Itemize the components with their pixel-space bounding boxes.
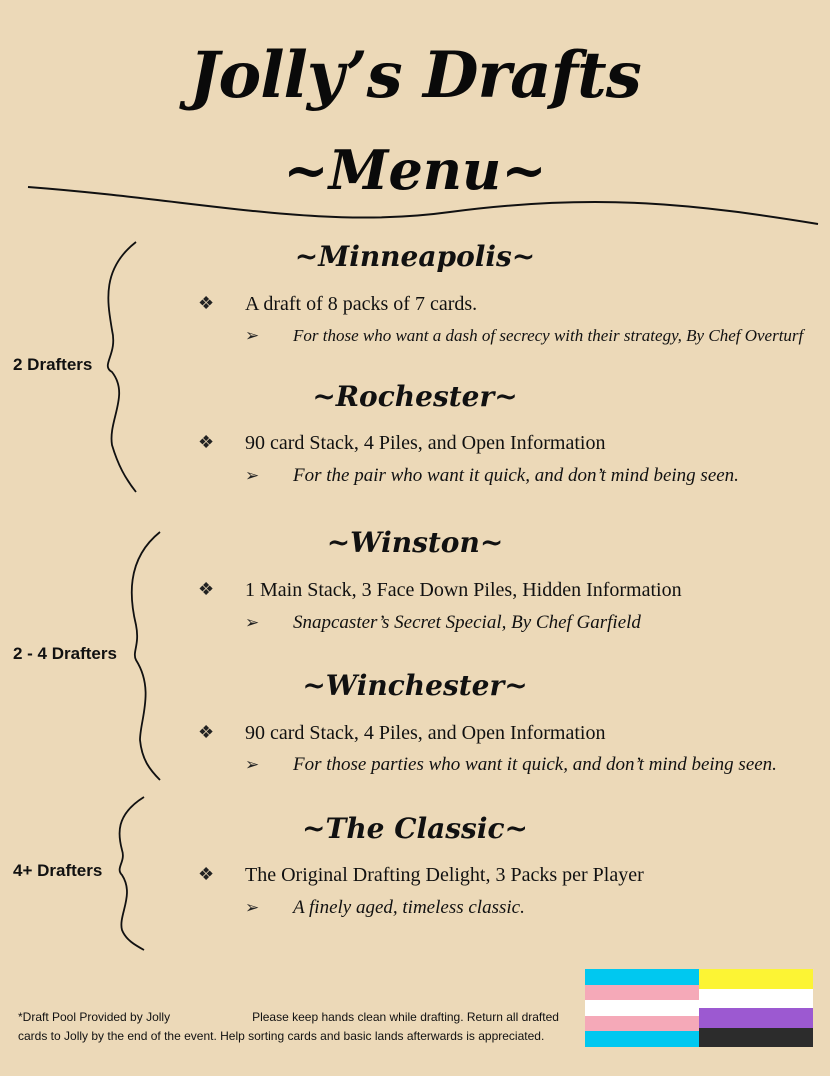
arrow-bullet-icon: ➢	[245, 613, 260, 633]
nonbinary-flag-icon	[699, 969, 813, 1047]
footer-notice	[18, 1008, 578, 1046]
section-title-minneapolis: ~Minneapolis~	[294, 240, 536, 273]
flag-stripe	[585, 969, 699, 985]
footer-notice-line2: cards to Jolly by the end of the event. Help sorting cards and basic lands afterwards is appreciated.	[18, 1029, 545, 1043]
brace-2-4-drafters	[132, 532, 160, 780]
flag-stripe	[585, 1000, 699, 1016]
section-note: Snapcaster’s Secret Special, By Chef Garfield	[293, 612, 641, 633]
flag-stripe	[585, 985, 699, 1001]
footer-credit: *Draft Pool Provided by Jolly	[18, 1010, 171, 1024]
section-title-winchester: ~Winchester~	[302, 669, 528, 702]
menu-title: Jolly’s Drafts	[189, 38, 641, 113]
diamond-bullet-icon: ❖	[198, 432, 215, 453]
diamond-bullet-icon: ❖	[198, 722, 215, 743]
arrow-bullet-icon: ➢	[245, 326, 260, 346]
section-description: 90 card Stack, 4 Piles, and Open Information	[245, 722, 606, 744]
section-note: For those who want a dash of secrecy with their strategy, By Chef Overturf	[293, 326, 804, 345]
arrow-bullet-icon: ➢	[245, 466, 260, 486]
group-label-2-4-drafters: 2 - 4 Drafters	[13, 644, 117, 663]
section-description: The Original Drafting Delight, 3 Packs per Player	[245, 864, 644, 886]
section-title-rochester: ~Rochester~	[312, 380, 518, 413]
flag-stripe	[699, 1008, 813, 1028]
diamond-bullet-icon: ❖	[198, 293, 215, 314]
diamond-bullet-icon: ❖	[198, 579, 215, 600]
flag-stripe	[585, 1016, 699, 1032]
arrow-bullet-icon: ➢	[245, 898, 260, 918]
flag-stripe	[699, 989, 813, 1009]
footer-notice-line1: Please keep hands clean while drafting. Return all drafted	[252, 1010, 559, 1024]
group-label-2-drafters: 2 Drafters	[13, 355, 93, 374]
section-title-the-classic: ~The Classic~	[302, 812, 528, 845]
group-label-4plus-drafters: 4+ Drafters	[13, 861, 103, 880]
section-title-winston: ~Winston~	[326, 526, 504, 559]
flag-stripe	[699, 1028, 813, 1048]
section-note: For those parties who want it quick, and don’t mind being seen.	[293, 754, 777, 775]
section-note: A finely aged, timeless classic.	[293, 897, 525, 918]
section-description: 90 card Stack, 4 Piles, and Open Information	[245, 432, 606, 454]
section-description: 1 Main Stack, 3 Face Down Piles, Hidden Information	[245, 579, 682, 601]
trans-flag-icon	[585, 969, 699, 1047]
flag-stripe	[699, 969, 813, 989]
menu-subtitle: ~Menu~	[283, 138, 547, 202]
brace-2-drafters	[108, 242, 136, 492]
section-description: A draft of 8 packs of 7 cards.	[245, 293, 478, 315]
diamond-bullet-icon: ❖	[198, 864, 215, 885]
flag-stripe	[585, 1031, 699, 1047]
section-note: For the pair who want it quick, and don’t mind being seen.	[293, 465, 739, 486]
arrow-bullet-icon: ➢	[245, 755, 260, 775]
